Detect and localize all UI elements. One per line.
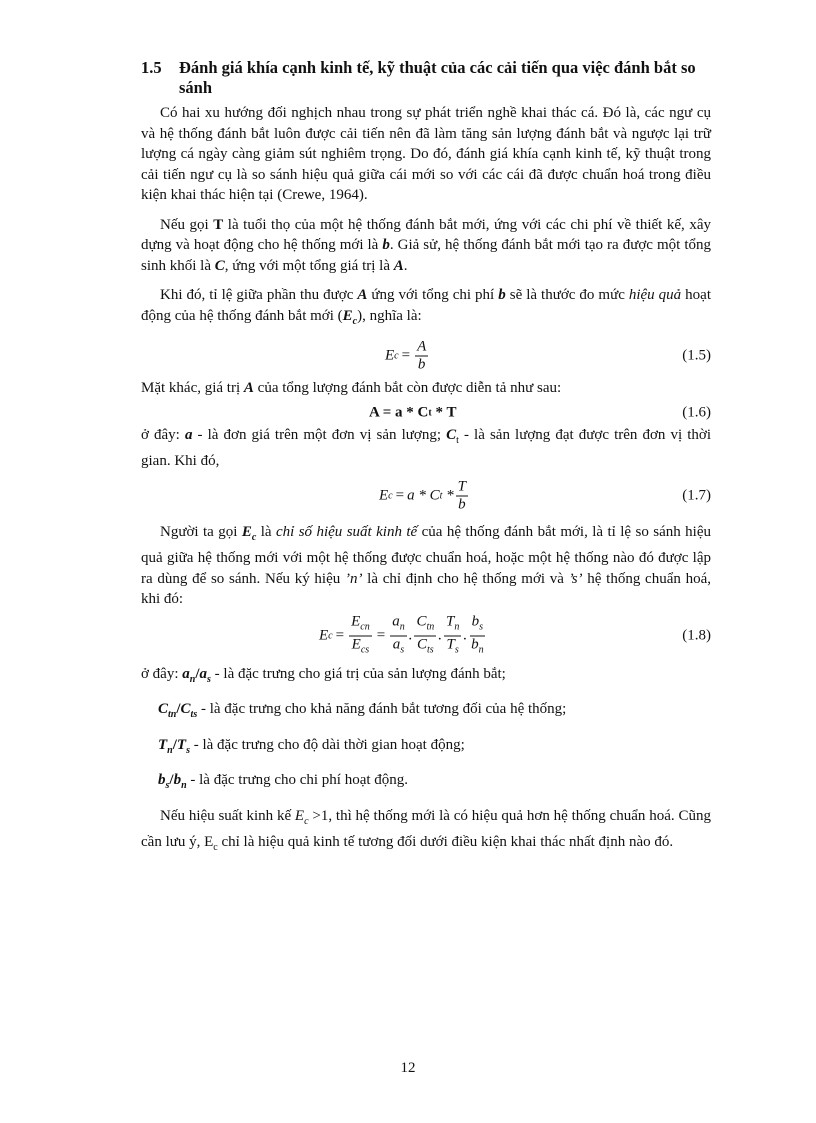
fraction: $\frac{b_s}{b_n}$ xyxy=(471,613,484,655)
paragraph-intro: Có hai xu hướng đối nghịch nhau trong sự phát triển nghề khai thác cá. Đó là, các ngư cụ và hệ thống đánh bắt luôn được cải tiến nên đã làm tăng sản lượng đánh bắt và ngược lại trữ lượng cá ngày càng giảm sút nghiêm trọng. Do đó, đánh giá khía cạnh kinh tế, kỹ thuật trong cải tiến ngư cụ là so sánh hiệu quả giữa cái mới so với các cái đã được chuẩn hoá trong điều kiện khai thác hiện tại (Crewe, 1964). xyxy=(141,105,711,203)
equation-1-6: A = a * C t * T (1.6) xyxy=(369,404,711,420)
definition-item: $T_n/T_s$ - là đặc trưng cho độ dài thời gian hoạt động; xyxy=(158,736,465,756)
definition-list xyxy=(141,664,711,797)
paragraph-A-intro: Mặt khác, giá trị A của tổng lượng đánh bắt còn được diễn tả như sau: xyxy=(141,380,562,396)
definition-item: ở đây: $a_n/a_s$ - là đặc trưng cho giá trị của sản lượng đánh bắt; xyxy=(141,665,506,685)
paragraph-economic-index: Người ta gọi $E_c$ là chỉ số hiệu suất kinh tế của hệ thống đánh bắt mới, là tỉ lệ so sánh hiệu quả giữa hệ thống mới với một hệ thống được chuẩn hoá, hoặc một hệ thống nào đó được lập ra dùng để so sánh. Nếu ký hiệu ’n’ là chỉ định cho hệ thống mới và ’s’ hệ thống chuẩn hoá, khi đó: xyxy=(141,523,711,607)
fraction: $\frac{a_n}{a_s}$ xyxy=(392,613,405,655)
equation-label: (1.7) xyxy=(682,487,711,503)
definition-item: $C_{tn}/C_{ts}$ - là đặc trưng cho khả năng đánh bắt tương đối của hệ thống; xyxy=(158,701,567,720)
equation-1-5: E c = $\frac{A}{b}$ (1.5) xyxy=(385,338,711,373)
paragraph-unit-price: ở đây: a - là đơn giá trên một đơn vị sản lượng; $C_t$ - là sản lượng đạt được trên đơn vị thời gian. Khi đó, xyxy=(141,426,712,469)
paragraph-conclusion: Nếu hiệu suất kinh kế $E_c >1$, thì hệ thống mới là có hiệu quả hơn hệ thống chuẩn hoá. Cũng cần lưu ý, $E_c$ chỉ là hiệu quả kinh tế tương đối dưới điều kiện khai thác nhất định nào đó. xyxy=(141,807,711,853)
equation-1-7: E c = a * C t * $\frac{T}{b}$ (1.7) xyxy=(379,478,711,512)
fraction: $\frac{C_{tn}}{C_{ts}}$ xyxy=(416,613,435,655)
section-number: 1.5 xyxy=(141,58,162,77)
section-title: Đánh giá khía cạnh kinh tế, kỹ thuật của các cải tiến qua việc đánh bắt so sánh xyxy=(179,58,696,97)
document-page xyxy=(141,58,711,868)
equation-label: (1.8) xyxy=(682,627,711,643)
paragraph-efficiency: Khi đó, tỉ lệ giữa phần thu được A ứng với tổng chi phí b sẽ là thước đo mức hiệu quả hoạt động của hệ thống đánh bắt mới $(E_c)$, nghĩa là: xyxy=(141,287,712,327)
section-heading xyxy=(141,58,711,98)
fraction: $\frac{A}{b}$ xyxy=(417,338,427,373)
fraction: $\frac{E_{cn}}{E_{cs}}$ xyxy=(351,613,370,655)
equation-label: (1.6) xyxy=(682,404,711,420)
paragraph-definitions-T-b: Nếu gọi T là tuổi thọ của một hệ thống đánh bắt mới, ứng với các chi phí về thiết kế, xây dựng và hoạt động cho hệ thống mới là b. Giả sử, hệ thống đánh bắt mới tạo ra được một tổng sinh khối là C, ứng với một tổng giá trị là A. xyxy=(141,216,711,274)
equation-1-8: E c = $\frac{E_{cn}}{E_{cs}}$ = $\frac{a_n}{a_s}$ . $\frac{C_{tn}}{C_{ts}}$ . $\frac{T_n}{T_s}$ . $\frac{b_s}{b_n}$ (1.8) xyxy=(141,612,711,660)
page-number: 12 xyxy=(400,1060,416,1076)
definition-item: $b_s/b_n$ - là đặc trưng cho chi phí hoạt động. xyxy=(158,772,409,791)
fraction: $\frac{T}{b}$ xyxy=(457,478,466,512)
equation-label: (1.5) xyxy=(682,347,711,364)
fraction: $\frac{T_n}{T_s}$ xyxy=(445,613,460,655)
